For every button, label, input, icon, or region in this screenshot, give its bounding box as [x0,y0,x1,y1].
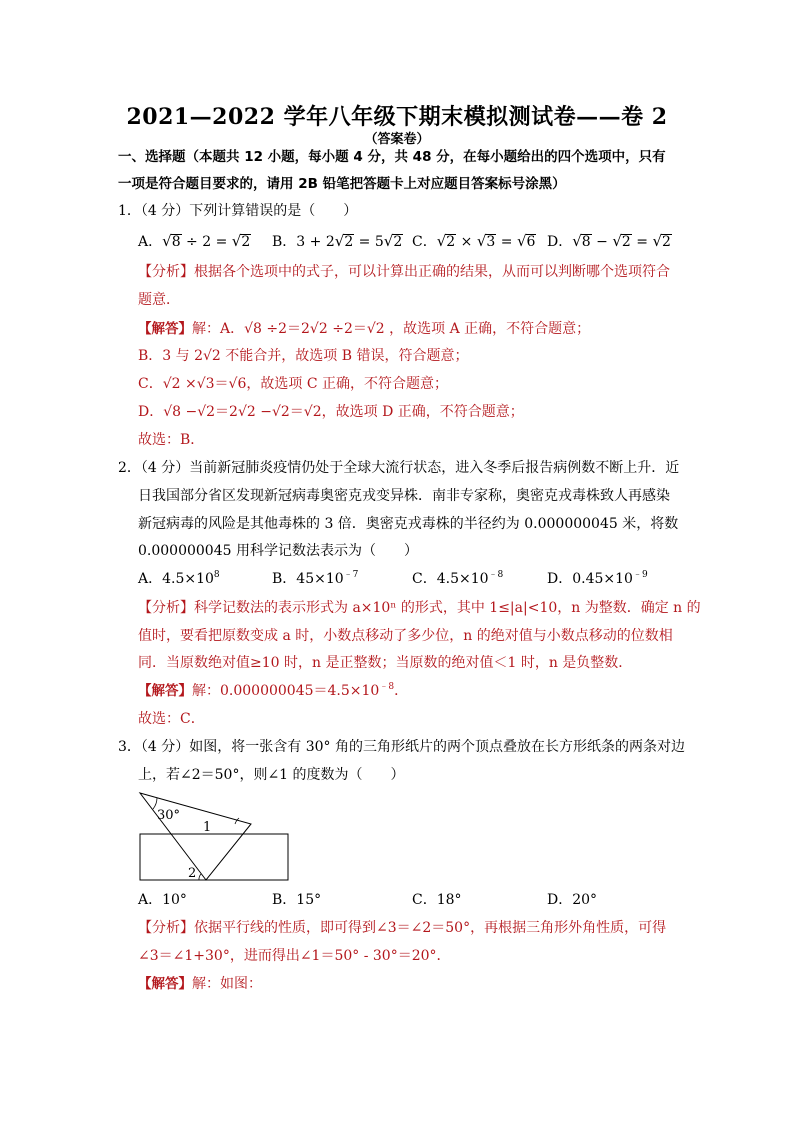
angle-2-label: 2 [188,866,197,881]
q1-option-d-eq: = [631,234,653,250]
q3-answer-tag: 【解答】 [138,976,192,992]
q2-analysis-line-2: 值时，要看把原数变成 a 时，小数点移动了多少位，n 的绝对值与小数点移动的位数相 [138,628,673,644]
q2-option-d [547,569,648,589]
q1-option-d-result: 2 [662,234,671,250]
q1-answer-a: 解：A．√8 ÷2＝2√2 ÷2＝√2 ，故选项 A 正确，不符合题意； [192,321,591,337]
q2-stem-line-1: 2．（4 分）当前新冠肺炎疫情仍处于全球大流行状态，进入冬季后报告病例数不断上升．近 [118,460,680,476]
q2-stem-line-3: 新冠病毒的风险是其他毒株的 3 倍．奥密克戎毒株的半径约为 0.000000045 米，将数 [138,516,679,532]
q2-stem-line-2: 日我国部分省区发现新冠病毒奥密克戎变异株．南非专家称，奥密克戎毒株致人再感染 [138,488,670,504]
q2-answer-tag: 【解答】 [138,683,192,699]
q2-option-c-base: C．4.5×10 [412,571,489,587]
q3-option-b: B．15° [272,892,322,908]
q1-option-c-result: 6 [526,234,536,250]
q2-option-d-exp: ﹣9 [632,570,648,580]
q3-analysis-line-2: ∠3＝∠1+30°，进而得出∠1＝50° - 30°＝20°． [138,948,451,964]
q1-option-a: A．√8 ÷ 2 = √2 [138,232,251,250]
q1-option-c: C．√2 × √3 = √6 [412,232,536,250]
q1-option-c-eq: = [496,234,517,250]
q2-option-c-exp: ﹣8 [488,570,504,580]
q2-answer-end: ． [394,683,409,699]
q1-option-d-label: D． [547,234,573,250]
q2-answer-line [138,681,408,701]
page-subtitle: （答案卷） [364,132,430,147]
q3-stem-line-1: 3．（4 分）如图，将一张含有 30° 角的三角形纸片的两个顶点叠放在长方形纸条的两条对边 [118,739,685,755]
q1-answer-line-c: C．√2 ×√3＝√6，故选项 C 正确，不符合题意； [138,376,448,392]
q1-answer-line-d: D．√8 −√2＝2√2 −√2＝√2，故选项 D 正确，不符合题意； [138,404,524,420]
angle-1-label: 1 [203,820,212,835]
q1-analysis-line-1 [138,262,670,282]
q1-option-b: B．3 + 2√2 = 5√2 [272,232,403,250]
section-heading-line-1: 一、选择题（本题共 12 小题，每小题 4 分，共 48 分，在每小题给出的四个选项中，只有 [118,149,666,165]
q1-option-d-radicand-a: 8 [581,234,591,250]
q1-option-b-pre: 3 + 2 [296,234,335,250]
q2-analysis-line-3: 同．当原数绝对值≥10 时，n 是正整数；当原数的绝对值＜1 时，n 是负整数． [138,655,633,671]
q2-option-b [272,569,358,589]
q3-analysis-line-1 [138,918,666,938]
q1-option-a-result: 2 [241,234,251,250]
q1-stem: 1．（4 分）下列计算错误的是（ ） [118,203,358,219]
q2-analysis-tag: 【分析】 [138,600,194,616]
q3-analysis-tag: 【分析】 [138,920,194,936]
q2-option-a-base: A．4.5×10 [138,571,214,587]
paper-strip [140,834,288,880]
q1-option-c-radicand-b: 3 [486,234,496,250]
angle-2-arc [199,874,201,880]
q2-option-a-exp: 8 [213,570,220,580]
section-heading-line-2: 一项是符合题目要求的，请用 2B 铅笔把答题卡上对应题目答案标号涂黑） [118,176,566,192]
q3-option-d: D．20° [547,892,598,908]
q2-answer: 解：0.000000045＝4.5×10 [192,683,380,699]
q2-analysis-line-1 [138,598,701,618]
q1-option-b-mid: = 5 [354,234,384,250]
q3-stem-line-2: 上，若∠2＝50°，则∠1 的度数为（ ） [138,767,405,783]
page-title: 2021—2022 学年八年级下期末模拟测试卷——卷 2 [126,104,668,130]
q2-conclusion: 故选：C． [138,711,205,727]
q2-option-b-exp: ﹣7 [343,570,359,580]
q1-option-c-label: C． [412,234,437,250]
angle-30-label: 30° [157,808,181,823]
q3-figure [135,788,295,884]
q1-analysis-tag: 【分析】 [138,264,194,280]
q2-analysis-text-1: 科学记数法的表示形式为 a×10ⁿ 的形式，其中 1≤|a|<10，n 为整数．确定 n 的 [194,600,701,616]
q3-answer: 解：如图： [192,976,262,992]
q2-option-b-base: B．45×10 [272,571,344,587]
q3-option-c: C．18° [412,892,462,908]
q1-conclusion: 故选：B． [138,432,205,448]
q1-option-d-mid: − [591,234,613,250]
q1-option-a-mid: ÷ 2 = [181,234,232,250]
q1-answer-tag: 【解答】 [138,321,192,337]
q1-option-b-result: 2 [393,234,403,250]
q1-analysis-text-1: 根据各个选项中的式子，可以计算出正确的结果，从而可以判断哪个选项符合 [194,264,670,280]
q3-option-a: A．10° [138,892,187,908]
q1-option-c-mid: × [456,234,477,250]
q1-option-c-radicand-a: 2 [446,234,456,250]
q1-option-d: D．√8 − √2 = √2 [547,232,671,250]
q1-analysis-line-2: 题意． [138,292,180,308]
q2-option-c [412,569,503,589]
q1-option-d-radicand-b: 2 [621,234,631,250]
q2-option-a [138,569,220,589]
q1-option-b-radicand: 2 [344,234,354,250]
q1-option-b-label: B． [272,234,297,250]
q2-answer-exp: ﹣8 [379,682,395,692]
q2-option-d-base: D．0.45×10 [547,571,633,587]
q1-option-a-label: A． [138,234,163,250]
q1-answer-line-a [138,319,590,339]
q3-analysis-text-1: 依据平行线的性质，即可得到∠3＝∠2＝50°，再根据三角形外角性质，可得 [194,920,667,936]
q2-stem-line-4: 0.000000045 用科学记数法表示为（ ） [138,543,418,559]
q3-answer-line [138,974,262,994]
q1-answer-line-b: B．3 与 2√2 不能合并，故选项 B 错误，符合题意； [138,348,469,364]
q1-option-a-radicand: 8 [171,234,181,250]
